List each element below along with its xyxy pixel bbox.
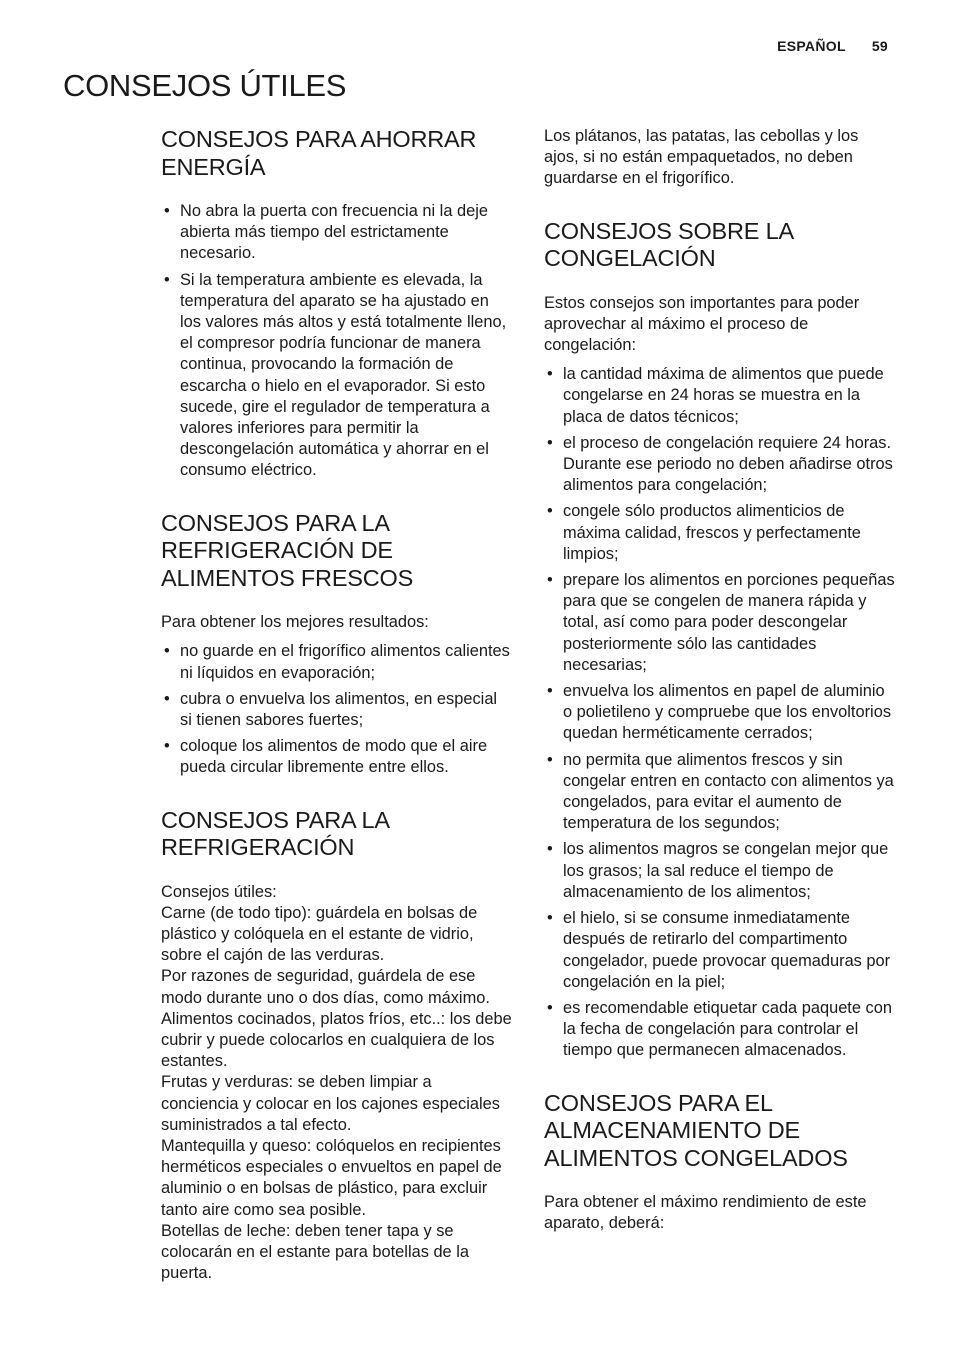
list-item: • Si la temperatura ambiente es elevada, la temperatura del aparato se ha ajustado en los valores más altos y está totalmente lleno, el compresor podría funcionar de manera continua, provocando la formación de escarcha o hielo en el evaporador. Si esto sucede, gire el regulador de temperatura a valores inferiores para permitir la descongelación automática y ahorrar en el consumo eléctrico. (161, 270, 513, 482)
page-number: 59 (871, 38, 888, 54)
page-header (777, 38, 888, 54)
refrigeration-line: Frutas y verduras: se deben limpiar a conciencia y colocar en los cajones especiales suministrados a tal efecto. (161, 1073, 500, 1134)
refrigeration-line: Mantequilla y queso: colóquelos en recipientes herméticos especiales o envueltos en papel de aluminio o en bolsas de plástico, para excluir tanto aire como sea posible. (161, 1137, 502, 1219)
list-item: • envuelva los alimentos en papel de aluminio o polietileno y compruebe que los envoltorios quedan herméticamente cerrados; (544, 681, 896, 745)
frozen-storage-intro: Para obtener el máximo rendimiento de este aparato, deberá: (544, 1193, 867, 1233)
energy-section (161, 126, 513, 482)
freezing-intro: Estos consejos son importantes para poder aprovechar al máximo el proceso de congelación: (544, 293, 860, 355)
list-item: • el hielo, si se consume inmediatamente después de retirarlo del compartimento congelador, puede provocar quemaduras por congelación en la piel; (544, 908, 896, 993)
fresh-list (161, 641, 513, 778)
language-label: ESPAÑOL (777, 38, 846, 54)
list-item: • prepare los alimentos en porciones pequeñas para que se congelen de manera rápida y total, así como para poder descongelar posteriormente sólo las cantidades necesarias; (544, 570, 896, 676)
freezing-section (544, 218, 896, 1062)
refrigeration-heading: CONSEJOS PARA LA REFRIGERACIÓN (161, 806, 389, 861)
list-item: • el proceso de congelación requiere 24 horas. Durante ese periodo no deben añadirse otros alimentos para congelación; (544, 433, 896, 497)
list-item: • no permita que alimentos frescos y sin congelar entren en contacto con alimentos ya congelados, para evitar el aumento de temperatura de los segundos; (544, 750, 896, 835)
list-item: • no guarde en el frigorífico alimentos calientes ni líquidos en evaporación; (161, 641, 513, 683)
list-item: • la cantidad máxima de alimentos que puede congelarse en 24 horas se muestra en la placa de datos técnicos; (544, 364, 896, 428)
fresh-heading: CONSEJOS PARA LA REFRIGERACIÓN DE ALIMENTOS FRESCOS (161, 509, 414, 591)
fresh-section (161, 510, 513, 779)
refrigeration-section (161, 807, 513, 1285)
storage-note: Los plátanos, las patatas, las cebollas y los ajos, si no están empaquetados, no deben guardarse en el frigorífico. (544, 127, 859, 188)
refrigeration-line: Carne (de todo tipo): guárdela en bolsas de plástico y colóquela en el estante de vidrio, sobre el cajón de las verduras. (161, 903, 478, 965)
freezing-heading: CONSEJOS SOBRE LA CONGELACIÓN (544, 217, 793, 272)
list-item: • No abra la puerta con frecuencia ni la deje abierta más tiempo del estrictamente necesario. (161, 201, 513, 265)
frozen-storage-heading: CONSEJOS PARA EL ALMACENAMIENTO DE ALIMENTOS CONGELADOS (544, 1089, 848, 1171)
refrigeration-line: Por razones de seguridad, guárdela de ese modo durante uno o dos días, como máximo. (161, 967, 490, 1007)
list-item: • es recomendable etiquetar cada paquete con la fecha de congelación para controlar el tiempo que permanecen almacenados. (544, 998, 896, 1062)
left-column (161, 126, 513, 1312)
refrigeration-line: Alimentos cocinados, platos fríos, etc..: los debe cubrir y puede colocarlos en cualquiera de los estantes. (161, 1009, 512, 1071)
refrigeration-line: Consejos útiles: (161, 882, 277, 901)
page-title: CONSEJOS ÚTILES (63, 68, 347, 103)
list-item: • congele sólo productos alimenticios de máxima calidad, frescos y perfectamente limpios; (544, 501, 896, 565)
right-column (544, 126, 896, 1262)
freezing-list (544, 364, 896, 1061)
energy-heading: CONSEJOS PARA AHORRAR ENERGÍA (161, 126, 477, 180)
list-item: • los alimentos magros se congelan mejor que los grasos; la sal reduce el tiempo de almacenamiento de los alimentos; (544, 839, 896, 903)
refrigeration-line: Botellas de leche: deben tener tapa y se colocarán en el estante para botellas de la puerta. (161, 1221, 469, 1283)
fresh-intro: Para obtener los mejores resultados: (161, 613, 429, 632)
energy-list (161, 201, 513, 482)
frozen-storage-section (544, 1090, 896, 1235)
list-item: • coloque los alimentos de modo que el aire pueda circular libremente entre ellos. (161, 736, 513, 778)
list-item: • cubra o envuelva los alimentos, en especial si tienen sabores fuertes; (161, 689, 513, 731)
